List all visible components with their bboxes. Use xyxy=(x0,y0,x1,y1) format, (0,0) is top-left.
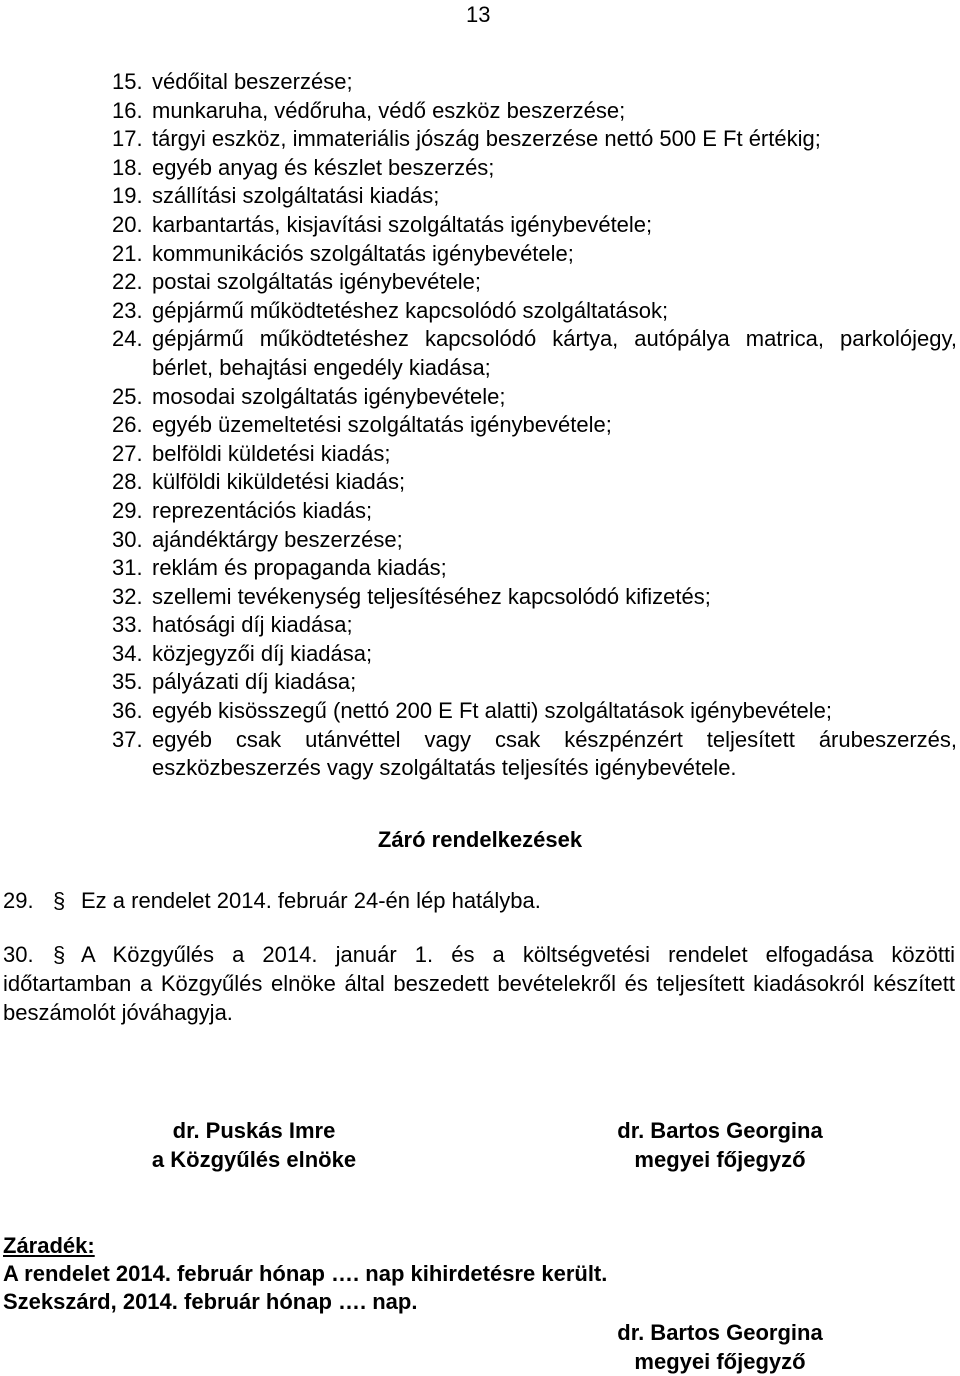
list-item-text: reklám és propaganda kiadás; xyxy=(152,555,447,581)
closing-provisions-heading: Záró rendelkezések xyxy=(377,827,583,852)
list-item xyxy=(112,383,957,412)
list-item-number: 25. xyxy=(112,383,143,409)
list-item-text: belföldi küldetési kiadás; xyxy=(152,440,391,466)
signature-title: megyei főjegyző xyxy=(634,1349,806,1374)
signature-block-notary xyxy=(565,1116,875,1174)
list-item-text: mosodai szolgáltatás igénybevétele; xyxy=(152,383,506,409)
list-item-text: egyéb anyag és készlet beszerzés; xyxy=(152,154,495,180)
list-item-number: 23. xyxy=(112,297,143,323)
paragraph-30 xyxy=(3,940,955,1027)
section-sign: § xyxy=(53,942,66,967)
list-item-text: szállítási szolgáltatási kiadás; xyxy=(152,183,440,209)
list-item-text: külföldi kiküldetési kiadás; xyxy=(152,469,406,495)
list-item xyxy=(112,468,957,497)
clause-block xyxy=(3,1232,607,1316)
list-item-number: 16. xyxy=(112,97,143,123)
list-item xyxy=(112,583,957,612)
list-item xyxy=(112,182,957,211)
list-item xyxy=(112,125,957,154)
list-item xyxy=(112,497,957,526)
list-item xyxy=(112,697,957,726)
list-item-number: 22. xyxy=(112,269,143,295)
list-item xyxy=(112,554,957,583)
list-item xyxy=(112,640,957,669)
list-item-number: 28. xyxy=(112,469,143,495)
list-item-number: 18. xyxy=(112,154,143,180)
list-item xyxy=(112,268,957,297)
list-item-number: 32. xyxy=(112,583,143,609)
list-item-number: 21. xyxy=(112,240,143,266)
list-item-number: 24. xyxy=(112,326,143,352)
list-item-text: gépjármű működtetéshez kapcsolódó kártya, autópálya matrica, parkolójegy, bérlet, behajtási engedély kiadása; xyxy=(152,326,957,380)
list-item-text: karbantartás, kisjavítási szolgáltatás igénybevétele; xyxy=(152,211,653,237)
signature-name: dr. Bartos Georgina xyxy=(617,1320,823,1345)
list-item xyxy=(112,240,957,269)
paragraph-29 xyxy=(3,886,955,915)
list-item-number: 19. xyxy=(112,183,143,209)
list-item-number: 17. xyxy=(112,126,143,152)
list-item xyxy=(112,297,957,326)
signature-name: dr. Puskás Imre xyxy=(172,1118,336,1143)
list-item xyxy=(112,325,957,382)
list-item-text: hatósági díj kiadása; xyxy=(152,612,353,638)
paragraph-text: A Közgyűlés a 2014. január 1. és a költségvetési rendelet elfogadása közötti időtartamban a Közgyűlés elnöke által beszedett bevételekről és teljesített kiadásokról készített beszámolót jóváhagyja. xyxy=(3,942,955,1025)
list-item-number: 36. xyxy=(112,698,143,724)
list-item-text: tárgyi eszköz, immateriális jószág beszerzése nettó 500 E Ft értékig; xyxy=(152,126,821,152)
list-item xyxy=(112,526,957,555)
list-item xyxy=(112,154,957,183)
list-item-text: kommunikációs szolgáltatás igénybevétele; xyxy=(152,240,574,266)
list-item-text: egyéb üzemeltetési szolgáltatás igénybevétele; xyxy=(152,412,612,438)
list-item-number: 31. xyxy=(112,555,143,581)
list-item xyxy=(112,97,957,126)
signature-block-chair xyxy=(104,1116,404,1174)
page-number: 13 xyxy=(466,2,491,27)
signature-title: a Közgyűlés elnöke xyxy=(151,1147,357,1172)
list-item-number: 15. xyxy=(112,69,143,94)
signature-block-clause xyxy=(565,1318,875,1376)
list-item xyxy=(112,211,957,240)
list-item-text: egyéb csak utánvéttel vagy csak készpénzért teljesített árubeszerzés, eszközbeszerzés vagy szolgáltatás teljesítés igénybevétele. xyxy=(152,726,957,781)
list-item-number: 34. xyxy=(112,640,143,666)
list-item xyxy=(112,726,957,783)
list-item-text: közjegyzői díj kiadása; xyxy=(152,640,373,666)
expense-list xyxy=(112,68,957,783)
list-item-number: 29. xyxy=(112,497,143,523)
paragraph-number: 30. xyxy=(3,942,34,967)
clause-line: A rendelet 2014. február hónap …. nap kihirdetésre került. xyxy=(3,1261,608,1286)
signature-name: dr. Bartos Georgina xyxy=(617,1118,823,1143)
list-item-number: 27. xyxy=(112,440,143,466)
clause-line: Szekszárd, 2014. február hónap …. nap. xyxy=(3,1289,418,1314)
list-item-text: ajándéktárgy beszerzése; xyxy=(152,526,403,552)
list-item-text: egyéb kisösszegű (nettó 200 E Ft alatti) szolgáltatások igénybevétele; xyxy=(152,698,832,724)
list-item xyxy=(112,668,957,697)
list-item-text: szellemi tevékenység teljesítéséhez kapcsolódó kifizetés; xyxy=(152,583,711,609)
clause-title: Záradék: xyxy=(3,1233,95,1258)
list-item-text: reprezentációs kiadás; xyxy=(152,497,373,523)
paragraph-text: Ez a rendelet 2014. február 24-én lép hatályba. xyxy=(81,888,541,913)
list-item xyxy=(112,611,957,640)
list-item-number: 26. xyxy=(112,412,143,438)
list-item xyxy=(112,440,957,469)
list-item xyxy=(112,411,957,440)
list-item-number: 33. xyxy=(112,612,143,638)
list-item-text: pályázati díj kiadása; xyxy=(152,669,357,695)
list-item-number: 37. xyxy=(112,726,143,752)
list-item-number: 20. xyxy=(112,211,143,237)
list-item-number: 30. xyxy=(112,526,143,552)
section-sign: § xyxy=(53,888,66,913)
list-item-number: 35. xyxy=(112,669,143,695)
list-item-text: postai szolgáltatás igénybevétele; xyxy=(152,269,481,295)
paragraph-number: 29. xyxy=(3,888,34,913)
list-item xyxy=(112,68,957,97)
list-item-text: munkaruha, védőruha, védő eszköz beszerzése; xyxy=(152,97,626,123)
list-item-text: gépjármű működtetéshez kapcsolódó szolgáltatások; xyxy=(152,297,669,323)
signature-title: megyei főjegyző xyxy=(634,1147,806,1172)
list-item-text: védőital beszerzése; xyxy=(152,69,353,94)
